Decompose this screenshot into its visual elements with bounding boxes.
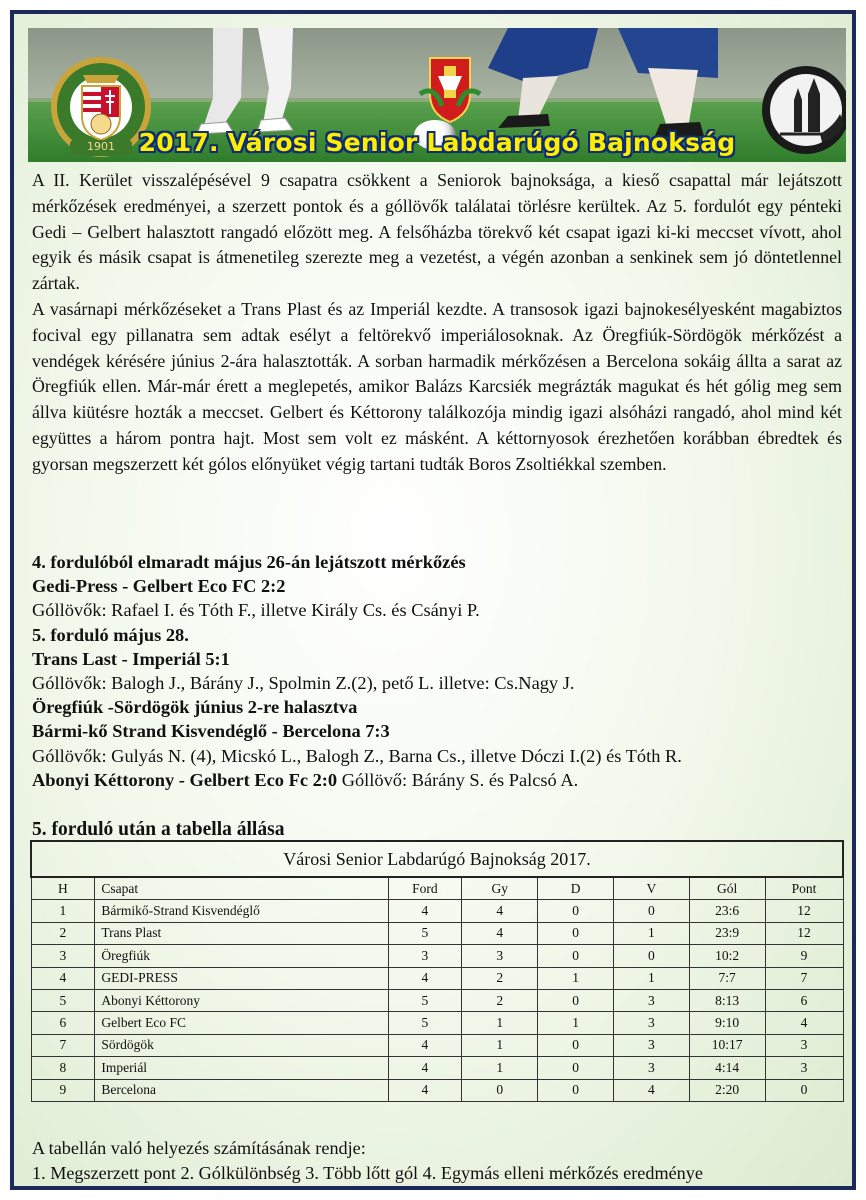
table-cell: 8:13 [689,989,765,1011]
match-result: Gedi-Press - Gelbert Eco FC 2:2 [32,576,286,597]
player-legs-white-image [183,28,323,138]
table-cell: 4 [388,900,462,922]
match-results [32,550,852,792]
goal-scorers: Góllövők: Gulyás N. (4), Micskó L., Balogh Z., Barna Cs., illetve Dóczi I.(2) és Tóth R. [32,745,682,766]
table-cell: 12 [765,900,843,922]
column-header: Ford [388,877,462,900]
table-cell: 5 [388,989,462,1011]
table-cell: 3 [613,989,689,1011]
article-paragraph: A vasárnapi mérkőzéseket a Trans Plast és az Imperiál kezdte. A transosok igazi bajnokesélyesként magabiztos focival egy pillanatra sem adtak esélyt a feltörekvő imperiálosoknak. Az Öregfiúk-Sördögök mérkőzést a vendégek kérésére június 2-ára halasztották. A sorban harmadik mérkőzésen a Bercelona sokáig állta a sarat az Öregfiúk ellen. Már-már érett a meglepetés, amikor Balázs Karcsiék megrázták magukat és hét gólig meg sem állva kiütésre hozták a meccset. Gelbert és Kéttorony találkozója mindig igazi alsóházi rangadó, ahol mind két együttes a három pontra hajt. Most sem volt ez másként. A kéttornyosok érezhetően korábban ébredtek és gyorsan megszerzett két gólos előnyüket végig tartani tudták Boros Zsoltiékkal szemben. [32,298,842,474]
table-cell: Bercelona [95,1079,388,1101]
table-cell: 0 [613,900,689,922]
standings-body [31,900,843,1102]
table-cell: 5 [388,922,462,944]
table-cell: Sördögök [95,1034,388,1056]
column-header: D [538,877,614,900]
column-header: Gól [689,877,765,900]
table-cell: 2 [462,967,538,989]
table-cell: 1 [462,1012,538,1034]
table-cell: 10:17 [689,1034,765,1056]
table-cell: 9 [765,945,843,967]
table-cell: Öregfiúk [95,945,388,967]
table-cell: 1 [462,1057,538,1079]
table-cell: 1 [538,1012,614,1034]
table-cell: 23:6 [689,900,765,922]
column-header: Pont [765,877,843,900]
standings-table [30,840,844,1102]
table-row [31,1034,843,1056]
table-cell: 3 [765,1057,843,1079]
table-cell: 7 [765,967,843,989]
table-cell: 4 [613,1079,689,1101]
table-cell: 12 [765,922,843,944]
table-cell: 4 [765,1012,843,1034]
match-result: Abonyi Kéttorony - Gelbert Eco Fc 2:0 [32,769,338,790]
table-cell: 3 [462,945,538,967]
table-cell: 3 [613,1057,689,1079]
match-result: Öregfiúk -Sördögök június 2-re halasztva [32,697,358,718]
table-cell: 0 [613,945,689,967]
ranking-rules-title: A tabellán való helyezés számításának rendje: [32,1138,366,1158]
table-cell: 0 [538,1057,614,1079]
column-header: H [31,877,95,900]
table-row [31,1012,843,1034]
table-cell: 0 [765,1079,843,1101]
table-cell: 1 [31,900,95,922]
ranking-rules-list: 1. Megszerzett pont 2. Gólkülönbség 3. Több lőtt gól 4. Egymás elleni mérkőzés eredménye [32,1163,703,1183]
table-cell: 3 [613,1012,689,1034]
match-result-line [32,768,852,792]
article-body [32,168,842,478]
table-cell: Trans Plast [95,922,388,944]
table-cell: 7:7 [689,967,765,989]
table-cell: 8 [31,1057,95,1079]
match-result: Trans Last - Imperiál 5:1 [32,648,230,669]
table-cell: 0 [538,922,614,944]
postponed-round-heading: 4. fordulóból elmaradt május 26-án lejátszott mérkőzés [32,552,466,572]
table-cell: 1 [613,922,689,944]
table-row [31,922,843,944]
table-cell: 5 [388,1012,462,1034]
table-cell: 0 [462,1079,538,1101]
goal-scorers: Góllövők: Rafael I. és Tóth F., illetve Király Cs. és Csányi P. [32,600,480,621]
column-header: Gy [462,877,538,900]
table-cell: 9 [31,1079,95,1101]
table-cell: 3 [388,945,462,967]
table-cell: 2:20 [689,1079,765,1101]
table-cell: 9:10 [689,1012,765,1034]
goal-scorers: Góllövő: Bárány S. és Palcsó A. [337,769,579,790]
standings-caption: Városi Senior Labdarúgó Bajnokság 2017. [31,841,843,877]
table-cell: 6 [765,989,843,1011]
table-cell: 3 [31,945,95,967]
table-cell: Abonyi Kéttorony [95,989,388,1011]
table-cell: 4 [462,922,538,944]
page-title: 2017. Városi Senior Labdarúgó Bajnokság [138,128,736,157]
table-cell: Bármikő-Strand Kisvendéglő [95,900,388,922]
table-row [31,967,843,989]
district-coat-of-arms-icon [416,54,484,126]
table-cell: 6 [31,1012,95,1034]
table-cell: 0 [538,900,614,922]
round-heading: 5. forduló május 28. [32,624,189,645]
ranking-rules [32,1136,852,1186]
table-cell: 10:2 [689,945,765,967]
standings-header-row [31,877,843,900]
goal-scorers: Góllövők: Balogh J., Bárány J., Spolmin Z.(2), pető L. illetve: Cs.Nagy J. [32,673,575,694]
table-cell: 5 [31,989,95,1011]
table-cell: 0 [538,989,614,1011]
table-cell: 4 [388,1079,462,1101]
table-cell: 1 [538,967,614,989]
table-cell: 4 [31,967,95,989]
column-header: Csapat [95,877,388,900]
table-cell: 1 [613,967,689,989]
standings-heading: 5. forduló után a tabella állása [32,819,285,840]
table-row [31,1079,843,1101]
table-cell: 4 [388,967,462,989]
table-row [31,989,843,1011]
table-cell: 23:9 [689,922,765,944]
table-row [31,1057,843,1079]
table-row [31,945,843,967]
table-cell: 4 [462,900,538,922]
table-cell: GEDI-PRESS [95,967,388,989]
table-cell: 4 [388,1057,462,1079]
page-frame [10,10,856,1190]
article-paragraph: A II. Kerület visszalépésével 9 csapatra csökkent a Seniorok bajnoksága, a kieső csapattal már lejátszott mérkőzések eredményei, a szerzett pontok és a góllövők találatai törlésre kerültek. Az 5. fordulót egy pénteki Gedi – Gelbert halasztott rangadó előzött meg. A felsőházba törekvő két csapat igazi ki-ki meccset vívott, ahol egyik és másik csapat is átmenetileg szerezte meg a vezetést, a végén azonban a senkinek sem jó döntetlennel zártak. [32,170,842,294]
table-cell: 7 [31,1034,95,1056]
table-cell: 4:14 [689,1057,765,1079]
table-cell: Gelbert Eco FC [95,1012,388,1034]
column-header: V [613,877,689,900]
table-cell: 3 [765,1034,843,1056]
match-result: Bármi-kő Strand Kisvendéglő - Bercelona 7:3 [32,721,390,742]
player-legs-blue-image [468,28,718,143]
table-cell: 1 [462,1034,538,1056]
table-cell: 0 [538,1079,614,1101]
table-cell: 0 [538,1034,614,1056]
crest-year-label: 1901 [70,140,132,156]
standings-table-wrap [30,840,844,1102]
header-banner [28,28,846,162]
table-cell: Imperiál [95,1057,388,1079]
table-cell: 2 [462,989,538,1011]
table-cell: 3 [613,1034,689,1056]
table-cell: 0 [538,945,614,967]
table-row [31,900,843,922]
table-cell: 4 [388,1034,462,1056]
table-cell: 2 [31,922,95,944]
